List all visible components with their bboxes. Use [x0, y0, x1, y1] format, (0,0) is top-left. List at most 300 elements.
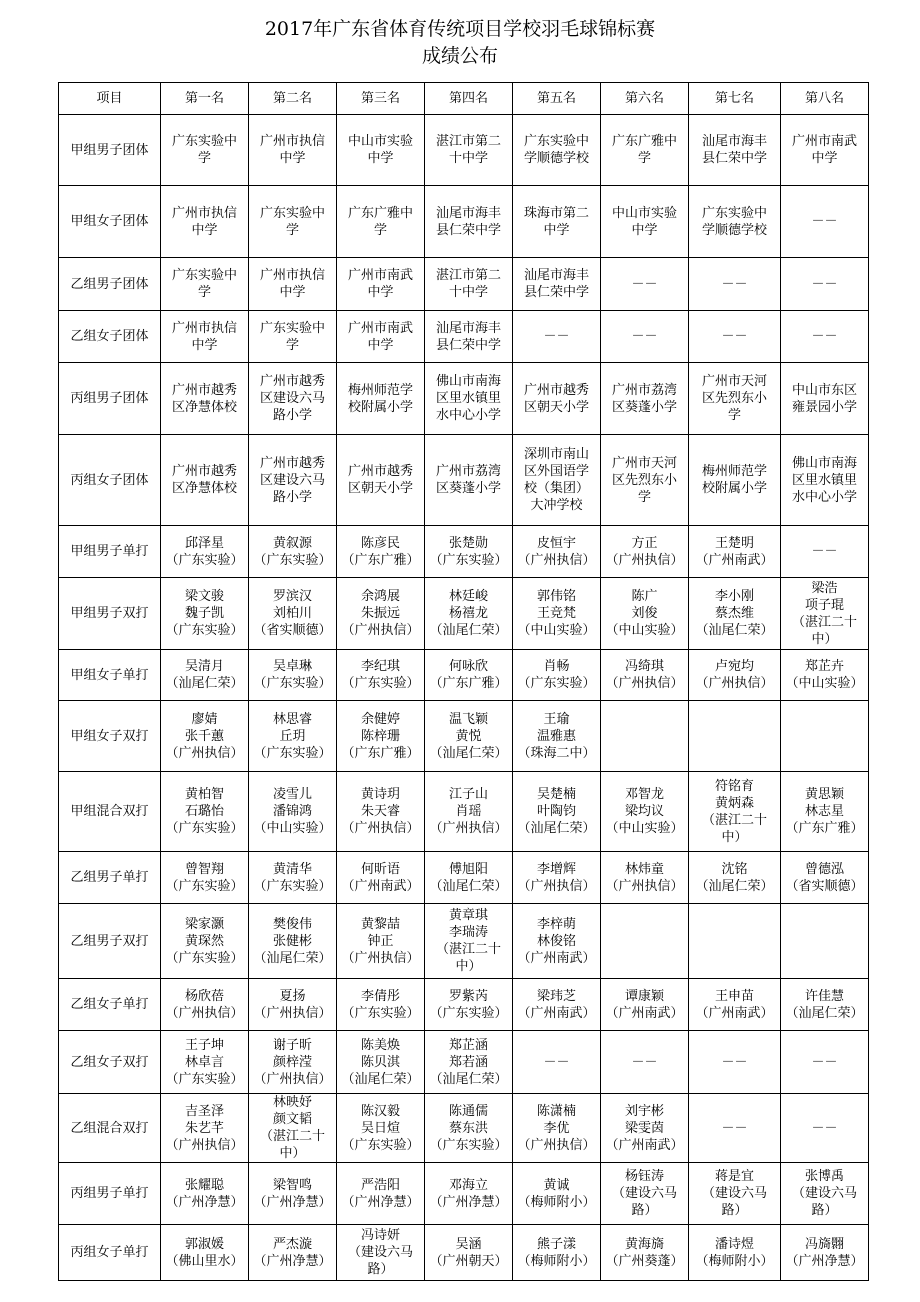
result-line: （湛江二十 — [791, 614, 857, 630]
result-line: （广州净慧） — [165, 1194, 244, 1210]
result-line: 吴卓琳 — [272, 659, 312, 674]
result-line: （中山实验） — [785, 676, 864, 691]
result-line: 曾德泓 — [804, 861, 844, 877]
table-row — [59, 526, 869, 578]
result-cell — [161, 1094, 249, 1163]
result-line: 张千蕙 — [184, 728, 224, 744]
result-line: 罗紫芮 — [448, 988, 488, 1004]
result-cell — [601, 186, 689, 258]
title-line-1: 2017年广东省体育传统项目学校羽毛球锦标赛 — [264, 18, 656, 40]
result-line: （广州执信） — [253, 1005, 332, 1021]
header-item: 项目 — [59, 83, 161, 115]
result-cell — [601, 311, 689, 363]
result-line: （广州南武） — [341, 878, 420, 894]
result-cell — [513, 578, 601, 650]
result-line: －－ — [543, 329, 570, 344]
result-line: －－ — [543, 1054, 570, 1070]
result-line: 冯旖翾 — [804, 1236, 844, 1252]
result-cell — [601, 578, 689, 650]
result-line: 广东广雅中 — [347, 205, 413, 221]
result-line: 区外国语学 — [523, 464, 589, 479]
table-row — [59, 701, 869, 772]
result-line: 广东实验中 — [523, 134, 589, 149]
result-cell — [601, 1031, 689, 1094]
header-rank-6: 第六名 — [601, 83, 689, 115]
result-line: 区建设六马 — [259, 472, 325, 488]
result-line: 曾智翔 — [184, 861, 224, 877]
result-line: 区净慧体校 — [171, 481, 237, 496]
result-line: 陈潇楠 — [536, 1103, 576, 1119]
result-line: －－ — [631, 276, 658, 292]
result-cell — [337, 904, 425, 979]
result-cell — [601, 772, 689, 852]
result-line: 学 — [285, 337, 299, 353]
result-cell — [689, 701, 781, 772]
result-line: 广州市荔湾 — [435, 464, 501, 479]
result-line: 黄章琪 — [448, 908, 488, 923]
result-line: 广州市执信 — [259, 134, 325, 149]
result-line: 李优 — [543, 1120, 570, 1136]
result-cell — [513, 1225, 601, 1281]
result-line: 王楚明 — [714, 535, 754, 551]
result-line: （广州执信） — [165, 1005, 244, 1021]
result-line: 雍景园小学 — [791, 399, 857, 415]
result-line: 樊俊伟 — [272, 916, 312, 932]
header-rank-4: 第四名 — [425, 83, 513, 115]
result-line: 王申苗 — [714, 988, 754, 1004]
result-cell — [781, 1031, 869, 1094]
result-line: 何咏欣 — [448, 659, 488, 674]
result-line: （广州南武） — [517, 1005, 596, 1021]
result-line: 中学 — [191, 222, 218, 238]
result-cell — [689, 115, 781, 186]
result-line: 蒋是宜 — [714, 1169, 754, 1184]
result-cell — [601, 852, 689, 904]
result-cell — [513, 363, 601, 435]
result-line: （佛山里水） — [165, 1253, 244, 1269]
result-line: 学 — [197, 285, 211, 300]
result-line: （汕尾仁荣） — [429, 1071, 508, 1087]
result-line: 梅州师范学 — [347, 382, 413, 398]
result-line: （广州执信） — [165, 1137, 244, 1153]
result-cell — [161, 772, 249, 852]
result-line: 区里水镇里 — [791, 472, 857, 488]
result-cell — [249, 852, 337, 904]
table-row — [59, 1163, 869, 1225]
result-line: （广州净慧） — [253, 1253, 332, 1269]
event-category: 甲组女子单打 — [59, 650, 161, 701]
result-line: （广州执信） — [605, 552, 684, 568]
result-line: 中山市实验 — [611, 205, 677, 221]
result-line: 广州市荔湾 — [611, 382, 677, 398]
result-cell — [161, 578, 249, 650]
result-line: （广东广雅） — [341, 745, 420, 761]
result-cell — [249, 115, 337, 186]
result-cell — [337, 258, 425, 311]
result-line: 吴楚楠 — [536, 787, 576, 802]
result-line: －－ — [811, 1054, 838, 1070]
result-line: 黄悦 — [455, 728, 482, 744]
result-line: 张博禹 — [804, 1169, 844, 1184]
result-line: （建设六马 — [701, 1186, 767, 1201]
result-cell — [781, 904, 869, 979]
table-body — [59, 115, 869, 1281]
result-line: （广东实验） — [165, 623, 244, 638]
result-line: （广州净慧） — [341, 1194, 420, 1210]
result-line: －－ — [631, 1054, 658, 1070]
result-cell — [513, 186, 601, 258]
result-line: 汕尾市海丰 — [435, 205, 501, 221]
result-line: （广东实验） — [341, 676, 420, 691]
result-line: 杨欣蓓 — [184, 988, 224, 1004]
result-line: 颜梓滢 — [272, 1054, 312, 1070]
result-cell — [249, 1094, 337, 1163]
result-line: （广州净慧） — [429, 1194, 508, 1210]
result-line: 江子山 — [448, 787, 488, 802]
result-line: 王瑜 — [543, 711, 570, 727]
result-cell — [161, 115, 249, 186]
result-line: 郑芷卉 — [804, 659, 844, 674]
result-line: （广州南武） — [695, 552, 774, 568]
result-line: （广东实验） — [165, 552, 244, 568]
result-line: 蔡东洪 — [448, 1120, 488, 1136]
result-line: 李增辉 — [536, 861, 576, 877]
result-line: 吴日煊 — [360, 1120, 400, 1136]
header-rank-1: 第一名 — [161, 83, 249, 115]
result-line: （汕尾仁荣） — [429, 878, 508, 894]
result-line: 杨钰涛 — [624, 1169, 664, 1184]
table-row — [59, 904, 869, 979]
result-line: 王竞梵 — [536, 606, 576, 621]
result-line: 广州市南武 — [347, 320, 413, 336]
result-line: 湛江市第二 — [435, 134, 501, 149]
result-line: 谭康颖 — [624, 988, 664, 1004]
result-line: 区朝天小学 — [347, 481, 413, 496]
result-line: 黄柏智 — [184, 787, 224, 802]
result-line: （汕尾仁荣） — [165, 676, 244, 691]
result-line: 郭淑媛 — [184, 1236, 224, 1252]
result-cell — [781, 650, 869, 701]
result-line: 中学 — [543, 222, 570, 238]
result-line: 水中心小学 — [791, 489, 857, 505]
result-cell — [425, 1031, 513, 1094]
result-cell — [689, 772, 781, 852]
result-cell — [337, 435, 425, 526]
result-cell — [337, 1163, 425, 1225]
table-row — [59, 650, 869, 701]
result-line: 黄炳森 — [714, 795, 754, 811]
result-line: （广州执信） — [517, 878, 596, 894]
result-line: 广东广雅中 — [611, 134, 677, 149]
result-cell — [161, 852, 249, 904]
result-line: 广州市天河 — [701, 374, 767, 389]
table-row — [59, 1225, 869, 1281]
result-line: 皮恒宇 — [536, 535, 576, 551]
result-cell — [249, 435, 337, 526]
result-cell — [249, 186, 337, 258]
event-category: 丙组男子单打 — [59, 1163, 161, 1225]
result-line: 黄思颖 — [804, 787, 844, 802]
result-line: －－ — [811, 544, 838, 559]
result-line: （汕尾仁荣） — [517, 821, 596, 836]
result-cell — [781, 363, 869, 435]
result-line: 丘玥 — [279, 728, 306, 744]
result-cell — [161, 979, 249, 1031]
result-line: 梁文骏 — [184, 589, 224, 604]
result-line: －－ — [721, 276, 748, 292]
result-line: （广州执信） — [517, 552, 596, 568]
result-cell — [249, 904, 337, 979]
result-line: 中学 — [279, 285, 306, 300]
result-cell — [601, 1225, 689, 1281]
result-line: （广州执信） — [165, 745, 244, 761]
result-line: 石璐怡 — [184, 804, 224, 819]
result-line: 县仁荣中学 — [701, 151, 767, 166]
result-cell — [425, 578, 513, 650]
result-line: （广州执信） — [253, 1071, 332, 1087]
result-cell — [601, 435, 689, 526]
result-line: 黄海旖 — [624, 1236, 664, 1252]
result-line: （湛江二十 — [701, 812, 767, 828]
result-cell — [337, 772, 425, 852]
result-cell — [513, 852, 601, 904]
result-line: 佛山市南海 — [435, 374, 501, 389]
result-line: 区朝天小学 — [523, 399, 589, 415]
result-cell — [161, 435, 249, 526]
header-row — [59, 83, 869, 115]
result-cell — [249, 363, 337, 435]
result-line: 梁均议 — [624, 804, 664, 819]
result-line: （广东广雅） — [429, 676, 508, 691]
result-cell — [513, 979, 601, 1031]
result-cell — [689, 1031, 781, 1094]
result-line: 广州市天河 — [611, 455, 677, 471]
result-line: （广州南武） — [517, 950, 596, 966]
result-line: 广州市南武 — [347, 268, 413, 283]
result-cell — [161, 1225, 249, 1281]
result-line: －－ — [721, 1054, 748, 1070]
result-line: （广东广雅） — [341, 552, 420, 568]
result-cell — [161, 363, 249, 435]
result-line: 路） — [811, 1203, 838, 1218]
result-line: （广州净慧） — [253, 1194, 332, 1210]
result-line: （中山实验） — [517, 623, 596, 638]
result-line: （汕尾仁荣） — [785, 1005, 864, 1021]
result-line: （广州执信） — [429, 821, 508, 836]
result-line: （广州执信） — [695, 676, 774, 691]
result-cell — [249, 311, 337, 363]
result-line: 广东实验中 — [171, 268, 237, 283]
result-cell — [601, 526, 689, 578]
result-line: （湛江二十 — [435, 942, 501, 957]
result-cell — [781, 1225, 869, 1281]
result-line: 林廷峻 — [448, 589, 488, 604]
result-line: （广东实验） — [165, 1071, 244, 1087]
result-line: 中） — [279, 1146, 306, 1161]
result-line: 珠海市第二 — [523, 205, 589, 221]
result-line: 陈彦民 — [360, 535, 400, 551]
title-line-2: 成绩公布 — [421, 45, 498, 67]
result-cell — [689, 186, 781, 258]
result-line: 谢子昕 — [272, 1037, 312, 1053]
result-line: 郑芷涵 — [448, 1037, 488, 1053]
result-line: 项子琨 — [804, 597, 844, 613]
result-line: 郭伟铭 — [536, 589, 576, 604]
result-line: 区建设六马 — [259, 391, 325, 406]
result-cell — [337, 979, 425, 1031]
result-line: 肖瑶 — [455, 804, 482, 819]
result-line: 余鸿展 — [360, 589, 400, 604]
result-cell — [249, 979, 337, 1031]
result-cell — [513, 772, 601, 852]
result-line: 蔡杰维 — [714, 606, 754, 621]
result-line: （中山实验） — [605, 821, 684, 836]
result-line: 梁浩 — [811, 580, 838, 596]
results-table — [58, 82, 869, 1281]
result-line: 许佳慧 — [804, 988, 844, 1004]
result-cell — [161, 1031, 249, 1094]
result-cell — [161, 904, 249, 979]
result-cell — [425, 650, 513, 701]
result-cell — [601, 115, 689, 186]
result-line: 朱振远 — [360, 606, 400, 621]
result-line: 县仁荣中学 — [435, 337, 501, 353]
result-line: 区先烈东小 — [701, 391, 767, 406]
result-line: 方正 — [631, 535, 658, 551]
result-cell — [337, 115, 425, 186]
result-cell — [689, 904, 781, 979]
result-cell — [781, 115, 869, 186]
event-category: 丙组女子单打 — [59, 1225, 161, 1281]
result-cell — [425, 772, 513, 852]
result-cell — [425, 115, 513, 186]
result-line: 中） — [721, 829, 748, 845]
result-cell — [689, 435, 781, 526]
result-line: 傅旭阳 — [448, 861, 488, 877]
result-line: （广东实验） — [429, 1005, 508, 1021]
result-cell — [337, 1225, 425, 1281]
result-line: 陈广 — [631, 589, 658, 604]
result-line: 中学 — [631, 222, 658, 238]
result-line: （广东实验） — [253, 676, 332, 691]
header-rank-2: 第二名 — [249, 83, 337, 115]
event-category: 乙组女子团体 — [59, 311, 161, 363]
result-line: （建设六马 — [347, 1245, 413, 1260]
result-line: 区葵蓬小学 — [611, 399, 677, 415]
result-cell — [161, 650, 249, 701]
result-cell — [249, 701, 337, 772]
result-cell — [337, 852, 425, 904]
result-line: 吴涵 — [455, 1236, 482, 1252]
result-line: 湛江市第二 — [435, 268, 501, 283]
result-line: 夏扬 — [279, 988, 306, 1004]
result-cell — [161, 186, 249, 258]
result-line: （广东实验） — [165, 821, 244, 836]
result-line: （梅师附小） — [517, 1194, 596, 1210]
result-cell — [249, 1225, 337, 1281]
result-cell — [425, 258, 513, 311]
header-rank-8: 第八名 — [781, 83, 869, 115]
result-cell — [425, 435, 513, 526]
result-cell — [781, 701, 869, 772]
result-cell — [425, 1094, 513, 1163]
result-line: 中） — [455, 959, 482, 974]
result-cell — [689, 311, 781, 363]
table-row — [59, 578, 869, 650]
result-line: 吉圣泽 — [184, 1103, 224, 1119]
event-category: 甲组女子双打 — [59, 701, 161, 772]
result-cell — [425, 363, 513, 435]
result-line: 林思睿 — [272, 711, 312, 727]
result-line: 广东实验中 — [701, 205, 767, 221]
result-line: －－ — [811, 276, 838, 292]
result-line: 何昕语 — [360, 861, 400, 877]
result-line: 校附属小学 — [701, 481, 767, 496]
result-line: 陈通儒 — [448, 1103, 488, 1119]
result-line: 水中心小学 — [435, 408, 501, 423]
table-row — [59, 363, 869, 435]
result-line: 广州市越秀 — [523, 382, 589, 398]
result-line: 校附属小学 — [347, 399, 413, 415]
result-line: 梁雯茵 — [624, 1120, 664, 1136]
result-cell — [337, 526, 425, 578]
event-category: 甲组男子双打 — [59, 578, 161, 650]
result-cell — [337, 1031, 425, 1094]
result-line: （广州执信） — [341, 950, 420, 966]
result-cell — [161, 701, 249, 772]
result-cell — [601, 258, 689, 311]
event-category: 乙组混合双打 — [59, 1094, 161, 1163]
result-line: 潘锦鸿 — [272, 804, 312, 819]
result-line: 潘诗煜 — [714, 1236, 754, 1252]
result-cell — [425, 852, 513, 904]
result-cell — [249, 578, 337, 650]
result-cell — [601, 904, 689, 979]
result-line: 熊子漾 — [536, 1236, 576, 1252]
result-cell — [601, 363, 689, 435]
result-line: 李瑞涛 — [448, 925, 488, 940]
result-line: 中学 — [279, 151, 306, 166]
result-cell — [689, 578, 781, 650]
result-line: 邓智龙 — [624, 787, 664, 802]
result-line: 汕尾市海丰 — [523, 268, 589, 283]
result-cell — [249, 1031, 337, 1094]
table-row — [59, 979, 869, 1031]
result-line: 梁智鸣 — [272, 1177, 312, 1193]
result-line: 凌雪儿 — [272, 787, 312, 802]
result-line: （汕尾仁荣） — [429, 745, 508, 761]
result-line: 陈梓珊 — [360, 728, 400, 744]
result-line: －－ — [811, 214, 838, 229]
result-line: 林映妤 — [272, 1095, 312, 1110]
result-line: 区葵蓬小学 — [435, 481, 501, 496]
result-line: （汕尾仁荣） — [695, 878, 774, 894]
result-line: 朱艺芊 — [184, 1120, 224, 1136]
result-line: 廖婧 — [191, 711, 218, 727]
result-line: 陈贝淇 — [360, 1054, 400, 1070]
result-cell — [689, 1225, 781, 1281]
result-line: 邱泽星 — [184, 535, 224, 551]
result-cell — [689, 979, 781, 1031]
result-line: （广东实验） — [429, 1137, 508, 1153]
result-line: （中山实验） — [253, 821, 332, 836]
table-row — [59, 435, 869, 526]
result-line: （汕尾仁荣） — [429, 623, 508, 638]
document-title — [0, 16, 920, 70]
result-line: 广州市南武 — [791, 134, 857, 149]
result-line: （广州朝天） — [429, 1253, 508, 1269]
result-line: 广州市越秀 — [171, 382, 237, 398]
